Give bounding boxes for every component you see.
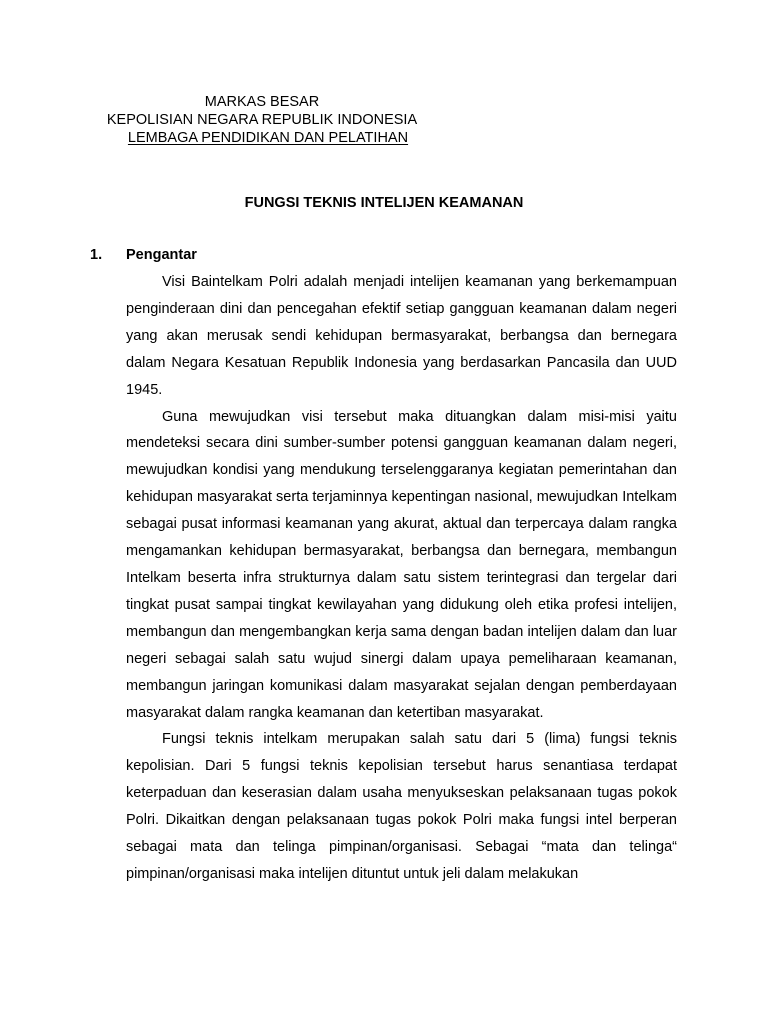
letterhead [92, 93, 432, 147]
letterhead-line-2: KEPOLISIAN NEGARA REPUBLIK INDONESIA [106, 112, 418, 128]
letterhead-line-1: MARKAS BESAR [204, 94, 320, 110]
paragraph: Fungsi teknis intelkam merupakan salah satu dari 5 (lima) fungsi teknis kepolisian. Dari 5 fungsi teknis kepolisian tersebut harus senantiasa terdapat keterpaduan dan keserasian dalam usaha menyukseskan pelaksanaan tugas pokok Polri. Dikaitkan dengan pelaksanaan tugas pokok Polri maka fungsi intel berperan sebagai mata dan telinga pimpinan/organisasi. Sebagai “mata dan telinga“ pimpinan/organisasi maka intelijen dituntut untuk jeli dalam melakukan [126, 731, 677, 882]
letterhead-line-3-text: LEMBAGA PENDIDIKAN DAN PELATIHAN [127, 130, 409, 146]
section-number: 1. [90, 247, 103, 263]
letterhead-line-3 [92, 129, 432, 147]
document-title: FUNGSI TEKNIS INTELIJEN KEAMANAN [244, 195, 524, 211]
body-text [126, 269, 677, 888]
paragraph: Guna mewujudkan visi tersebut maka dituangkan dalam misi-misi yaitu mendeteksi secara dini sumber-sumber potensi gangguan keamanan dalam negeri, mewujudkan kondisi yang mendukung terselenggaranya kegiatan pemerintahan dan kehidupan masyarakat serta terjaminnya kepentingan nasional, mewujudkan Intelkam sebagai pusat informasi keamanan yang akurat, aktual dan terpercaya dalam rangka mengamankan kehidupan bermasyarakat, berbangsa dan bernegara, membangun Intelkam beserta infra strukturnya dalam satu sistem terintegrasi dan tergelar dari tingkat pusat sampai tingkat kewilayahan yang didukung oleh etika profesi intelijen, membangun dan mengembangkan kerja sama dengan badan intelijen dalam dan luar negeri sebagai salah satu wujud sinergi dalam upaya pemeliharaan keamanan, membangun jaringan komunikasi dalam masyarakat sejalan dengan pemberdayaan masyarakat dalam rangka keamanan dan ketertiban masyarakat. [126, 408, 677, 721]
paragraph: Visi Baintelkam Polri adalah menjadi intelijen keamanan yang berkemampuan penginderaan dini dan pencegahan efektif setiap gangguan keamanan dalam negeri yang akan merusak sendi kehidupan bermasyarakat, berbangsa dan bernegara dalam Negara Kesatuan Republik Indonesia yang berdasarkan Pancasila dan UUD 1945. [126, 274, 677, 398]
section-title: Pengantar [126, 247, 197, 263]
